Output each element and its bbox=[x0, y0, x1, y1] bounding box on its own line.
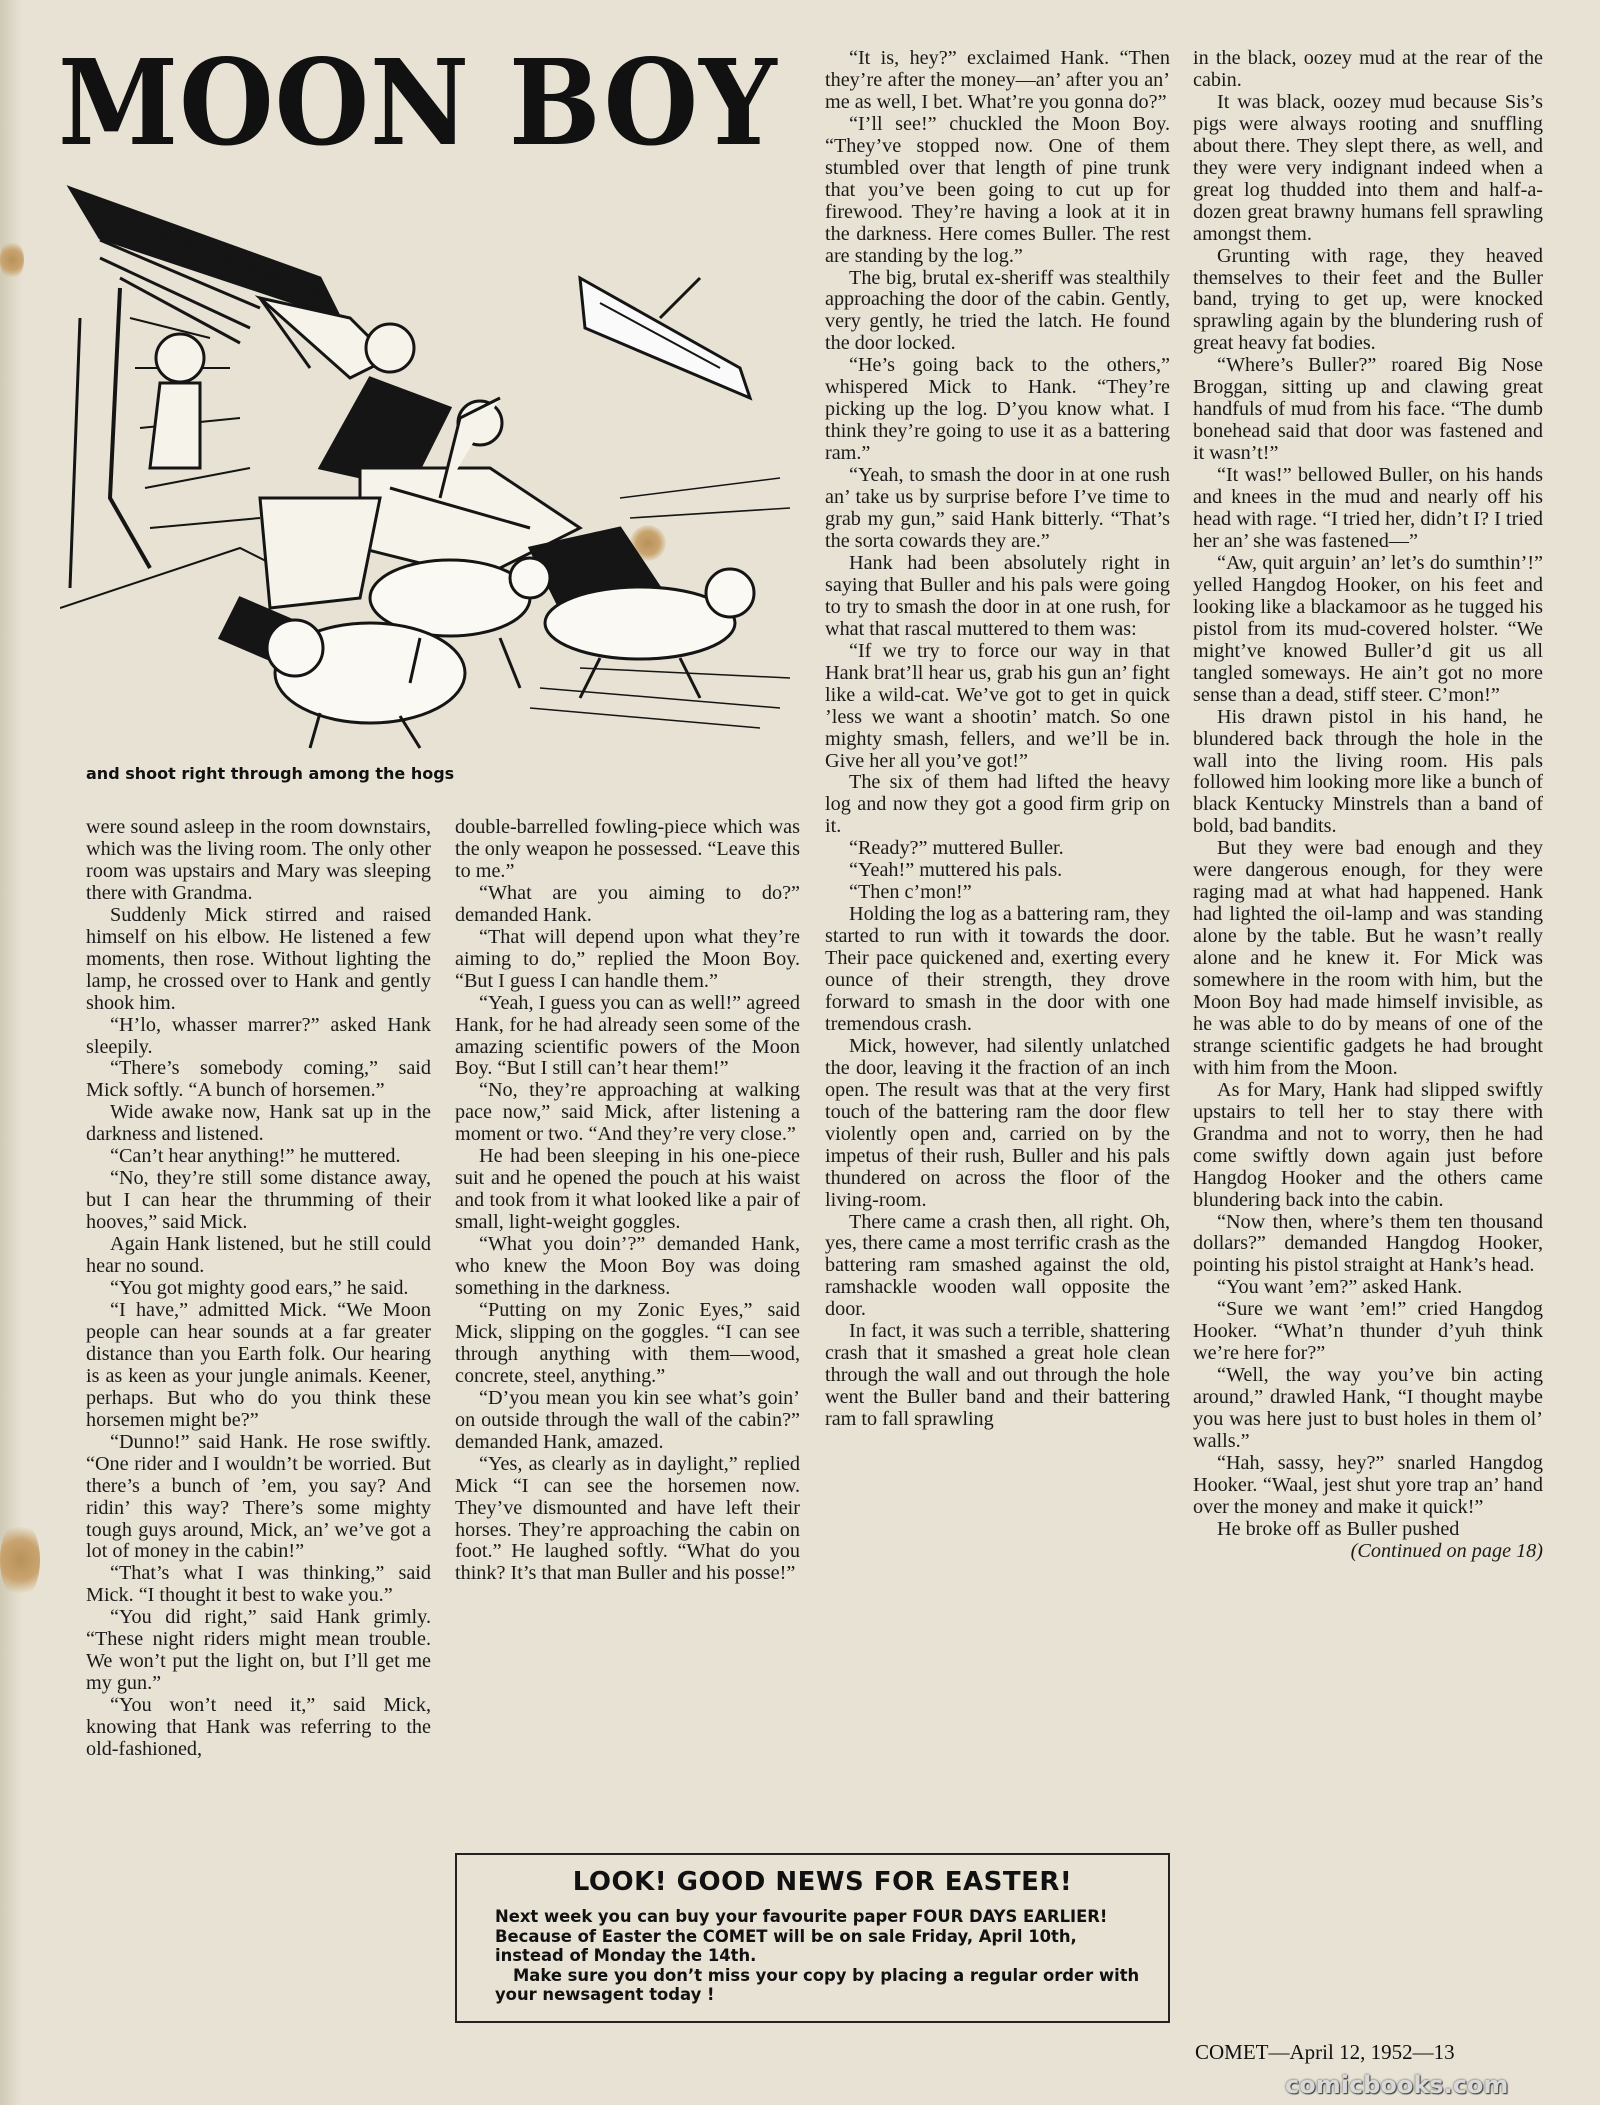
paragraph: Wide awake now, Hank sat up in the darkness and listened. bbox=[86, 1101, 431, 1146]
paragraph: It was black, oozey mud because Sis’s pigs were always rooting and snuffling about there. They slept there, as well, and they were very indignant indeed when a great log thudded into them and half-a-dozen great brawny humans fell sprawling amongst them. bbox=[1193, 90, 1543, 245]
paragraph: “Yeah, I guess you can as well!” agreed Hank, for he had already seen some of the amazing scientific powers of the Moon Boy. “But I still can’t hear them!” bbox=[455, 991, 800, 1080]
paragraph: “I’ll see!” chuckled the Moon Boy. “They’ve stopped now. One of them stumbled over that length of pine trunk that you’ve been going to cut up for firewood. They’re having a look at it in the darkness. Here comes Buller. The rest are standing by the log.” bbox=[825, 112, 1170, 267]
paragraph: But they were bad enough and they were dangerous enough, for they were raging mad at what had happened. Hank had lighted the oil-lamp and was standing alone by the table. But he wasn’t really alone and he knew it. For Mick was somewhere in the room with him, but the Moon Boy had made himself invisible, as he was able to do by means of one of the strange scientific gadgets he had brought with him from the Moon. bbox=[1193, 837, 1543, 1079]
paragraph: “Hah, sassy, hey?” snarled Hangdog Hooker. “Waal, jest shut yore trap an’ hand over the money and make it quick!” bbox=[1193, 1452, 1543, 1518]
paragraph: Holding the log as a battering ram, they started to run with it towards the door. Their pace quickened and, exerting every ounce of their strength, they drove forward to smash in the door with one tremendous crash. bbox=[825, 903, 1170, 1035]
battering-log bbox=[580, 278, 750, 398]
paragraph: “No, they’re approaching at walking pace now,” said Mick, after listening a moment or two. “And they’re very close.” bbox=[455, 1079, 800, 1146]
notice-headline: LOOK! GOOD NEWS FOR EASTER! bbox=[572, 1867, 1073, 1897]
paragraph: “There’s somebody coming,” said Mick softly. “A bunch of horsemen.” bbox=[86, 1057, 431, 1102]
paragraph: “Aw, quit arguin’ an’ let’s do sumthin’!” yelled Hangdog Hooker, on his feet and looking like a blackamoor as he tugged his pistol from its mud-covered holster. “We might’ve knowed Buller’d git us all tangled someways. He ain’t got no more sense than a dead, stiff steer. C’mon!” bbox=[1193, 551, 1543, 706]
paragraph: “D’you mean you kin see what’s goin’ on outside through the wall of the cabin?” demanded Hank, amazed. bbox=[455, 1386, 800, 1453]
story-illustration bbox=[60, 168, 800, 753]
paragraph: “You won’t need it,” said Mick, knowing that Hank was referring to the old-fashioned, bbox=[86, 1694, 431, 1761]
paragraph: “Then c’mon!” bbox=[849, 881, 972, 904]
story-title: MOON BOY bbox=[58, 33, 778, 172]
page-folio: COMET—April 12, 1952—13 bbox=[1195, 2040, 1455, 2064]
paragraph: “Yes, as clearly as in daylight,” replied Mick “I can see the horsemen now. They’ve dismounted and have left their horses. They’re approaching the cabin on foot.” He laughed softly. “What do you think? It’s that man Buller and his posse!” bbox=[455, 1452, 800, 1585]
text-column-4 bbox=[1193, 48, 1543, 2038]
paragraph: Grunting with rage, they heaved themselves to their feet and the Buller band, trying to get up, were knocked sprawling again by the blundering rush of great heavy fat bodies. bbox=[1193, 244, 1543, 355]
paragraph: “You want ’em?” asked Hank. bbox=[1217, 1276, 1463, 1299]
paragraph: “Where’s Buller?” roared Big Nose Broggan, sitting up and clawing great handfuls of mud from his face. “The dumb bonehead said that door was fastened and it wasn’t!” bbox=[1193, 354, 1543, 465]
text-column-1 bbox=[86, 817, 431, 2027]
paragraph: Suddenly Mick stirred and raised himself on his elbow. He listened a few moments, then rose. Without lighting the lamp, he crossed over to Hank and gently shook him. bbox=[86, 903, 431, 1014]
paragraph: “H’lo, whasser marrer?” asked Hank sleepily. bbox=[86, 1013, 431, 1058]
continued-note bbox=[1193, 1541, 1543, 1563]
paragraph: As for Mary, Hank had slipped swiftly upstairs to tell her to stay there with Grandma and not to worry, then he had come swiftly down again just before Hangdog Hooker and the others came blundering back into the cabin. bbox=[1193, 1078, 1543, 1211]
paragraph: He broke off as Buller pushed bbox=[1217, 1517, 1460, 1540]
paragraph: “Putting on my Zonic Eyes,” said Mick, slipping on the goggles. “I can see through anything with them—wood, concrete, steel, anything.” bbox=[455, 1298, 800, 1387]
paragraph: “Now then, where’s them ten thousand dollars?” demanded Hangdog Hooker, pointing his pistol straight at Hank’s head. bbox=[1193, 1210, 1543, 1277]
continued-text: (Continued on page 18) bbox=[1350, 1539, 1543, 1562]
notice-body bbox=[495, 1907, 1150, 2005]
paragraph: Hank had been absolutely right in saying that Buller and his pals were going to try to smash the door in at one rush, for what that rascal muttered to them was: bbox=[825, 551, 1170, 640]
page-edge bbox=[0, 0, 22, 2105]
easter-notice-box bbox=[455, 1853, 1170, 2023]
paragraph: Again Hank listened, but he still could hear no sound. bbox=[86, 1233, 431, 1278]
paragraph: “It was!” bellowed Buller, on his hands and knees in the mud and nearly off his head with rage. “I tried her, didn’t I? I tried her an’ she was fastened—” bbox=[1193, 464, 1543, 552]
paper-stain bbox=[0, 1520, 40, 1600]
paragraph: were sound asleep in the room downstairs, which was the living room. The only other room was upstairs and Mary was sleeping there with Grandma. bbox=[86, 817, 431, 904]
paragraph: There came a crash then, all right. Oh, yes, there came a most terrific crash as the battering ram smashed against the old, ramshackle wooden wall opposite the door. bbox=[825, 1210, 1170, 1321]
paragraph: “Sure we want ’em!” cried Hangdog Hooker. “What’n thunder d’yuh think we’re here for?” bbox=[1193, 1298, 1543, 1365]
paragraph: “I have,” admitted Mick. “We Moon people can hear sounds at a far greater distance than you Earth folk. Our hearing is as keen as your jungle animals. Keener, perhaps. But who do you think these horsemen might be?” bbox=[86, 1298, 431, 1431]
paragraph: “No, they’re still some distance away, but I can hear the thrumming of their hooves,” said Mick. bbox=[86, 1167, 431, 1234]
paragraph: His drawn pistol in his hand, he blundered back through the hole in the wall into the living room. His pals followed him looking more like a bunch of black Kentucky Minstrels than a band of bold, bad bandits. bbox=[1193, 705, 1543, 838]
paragraph: The big, brutal ex-sheriff was stealthily approaching the door of the cabin. Gently, very gently, he tried the latch. He found the door locked. bbox=[825, 266, 1170, 355]
paragraph: in the black, oozey mud at the rear of the cabin. bbox=[1193, 48, 1543, 91]
paragraph: “If we try to force our way in that Hank brat’ll hear us, grab his gun an’ fight like a wild-cat. We’ve got to get in quick ’less we want a shootin’ match. So one mighty smash, fellers, and we’ll be in. Give her all you’ve got!” bbox=[825, 639, 1170, 772]
paragraph: Mick, however, had silently unlatched the door, leaving it the fraction of an inch open. The result was that at the very first touch of the battering ram the door flew violently open and, carried on by the impetus of their rush, Buller and his pals thundered on across the floor of the living-room. bbox=[825, 1034, 1170, 1211]
paper-stain bbox=[0, 240, 24, 280]
paragraph: “You got mighty good ears,” he said. bbox=[110, 1277, 409, 1300]
site-watermark: comicbooks.com bbox=[1285, 2071, 1509, 2099]
paragraph: “That will depend upon what they’re aiming to do,” replied the Moon Boy. “But I guess I can handle them.” bbox=[455, 925, 800, 992]
paragraph: “That’s what I was thinking,” said Mick. “I thought it best to wake you.” bbox=[86, 1562, 431, 1607]
paragraph: “Dunno!” said Hank. He rose swiftly. “One rider and I wouldn’t be worried. But there’s a bunch of ’em, you say? And ridin’ this way? There’s some mighty tough guys around, Mick, an’ we’ve got a lot of money in the cabin!” bbox=[86, 1430, 431, 1563]
text-column-2 bbox=[455, 817, 800, 1813]
paragraph: “Yeah!” muttered his pals. bbox=[849, 859, 1063, 882]
paragraph: In fact, it was such a terrible, shattering crash that it smashed a great hole clean through the wall and out through the hole went the Buller band and their battering ram to fall sprawling bbox=[825, 1320, 1170, 1431]
text-column-3 bbox=[825, 48, 1170, 2026]
paragraph: The six of them had lifted the heavy log and now they got a good firm grip on it. bbox=[825, 771, 1170, 838]
notice-text: Make sure you don’t miss your copy by placing a regular order with your newsagent today ! bbox=[495, 1965, 1140, 2005]
paragraph: “Can’t hear anything!” he muttered. bbox=[110, 1145, 401, 1168]
paragraph: double-barrelled fowling-piece which was the only weapon he possessed. “Leave this to me.” bbox=[455, 817, 800, 882]
paragraph: “What you doin’?” demanded Hank, who knew the Moon Boy was doing something in the darkness. bbox=[455, 1233, 800, 1300]
paragraph: “It is, hey?” exclaimed Hank. “Then they’re after the money—an’ after you an’ me as well, I bet. What’re you gonna do?” bbox=[825, 48, 1170, 113]
illustration-caption: and shoot right through among the hogs bbox=[86, 764, 455, 783]
paragraph: “He’s going back to the others,” whispered Mick to Hank. “They’re picking up the log. D’you know what. I think they’re going to use it as a battering ram.” bbox=[825, 354, 1170, 465]
paragraph: “Well, the way you’ve bin acting around,” drawled Hank, “I thought maybe you was here just to bust holes in them ol’ walls.” bbox=[1193, 1364, 1543, 1453]
paragraph: He had been sleeping in his one-piece suit and he opened the pouch at his waist and took from it what looked like a pair of small, light-weight goggles. bbox=[455, 1145, 800, 1234]
paragraph: “Yeah, to smash the door in at one rush an’ take us by surprise before I’ve time to grab my gun,” said Hank bitterly. “That’s the sorta cowards they are.” bbox=[825, 464, 1170, 552]
paragraph: “What are you aiming to do?” demanded Hank. bbox=[455, 881, 800, 926]
paragraph: “You did right,” said Hank grimly. “These night riders might mean trouble. We won’t put the light on, but I’ll get me my gun.” bbox=[86, 1606, 431, 1695]
notice-text: Next week you can buy your favourite paper FOUR DAYS EARLIER! Because of Easter the COMET will be on sale Friday, April 10th, instead of Monday the 14th. bbox=[495, 1907, 1108, 1966]
paragraph: “Ready?” muttered Buller. bbox=[849, 837, 1064, 860]
